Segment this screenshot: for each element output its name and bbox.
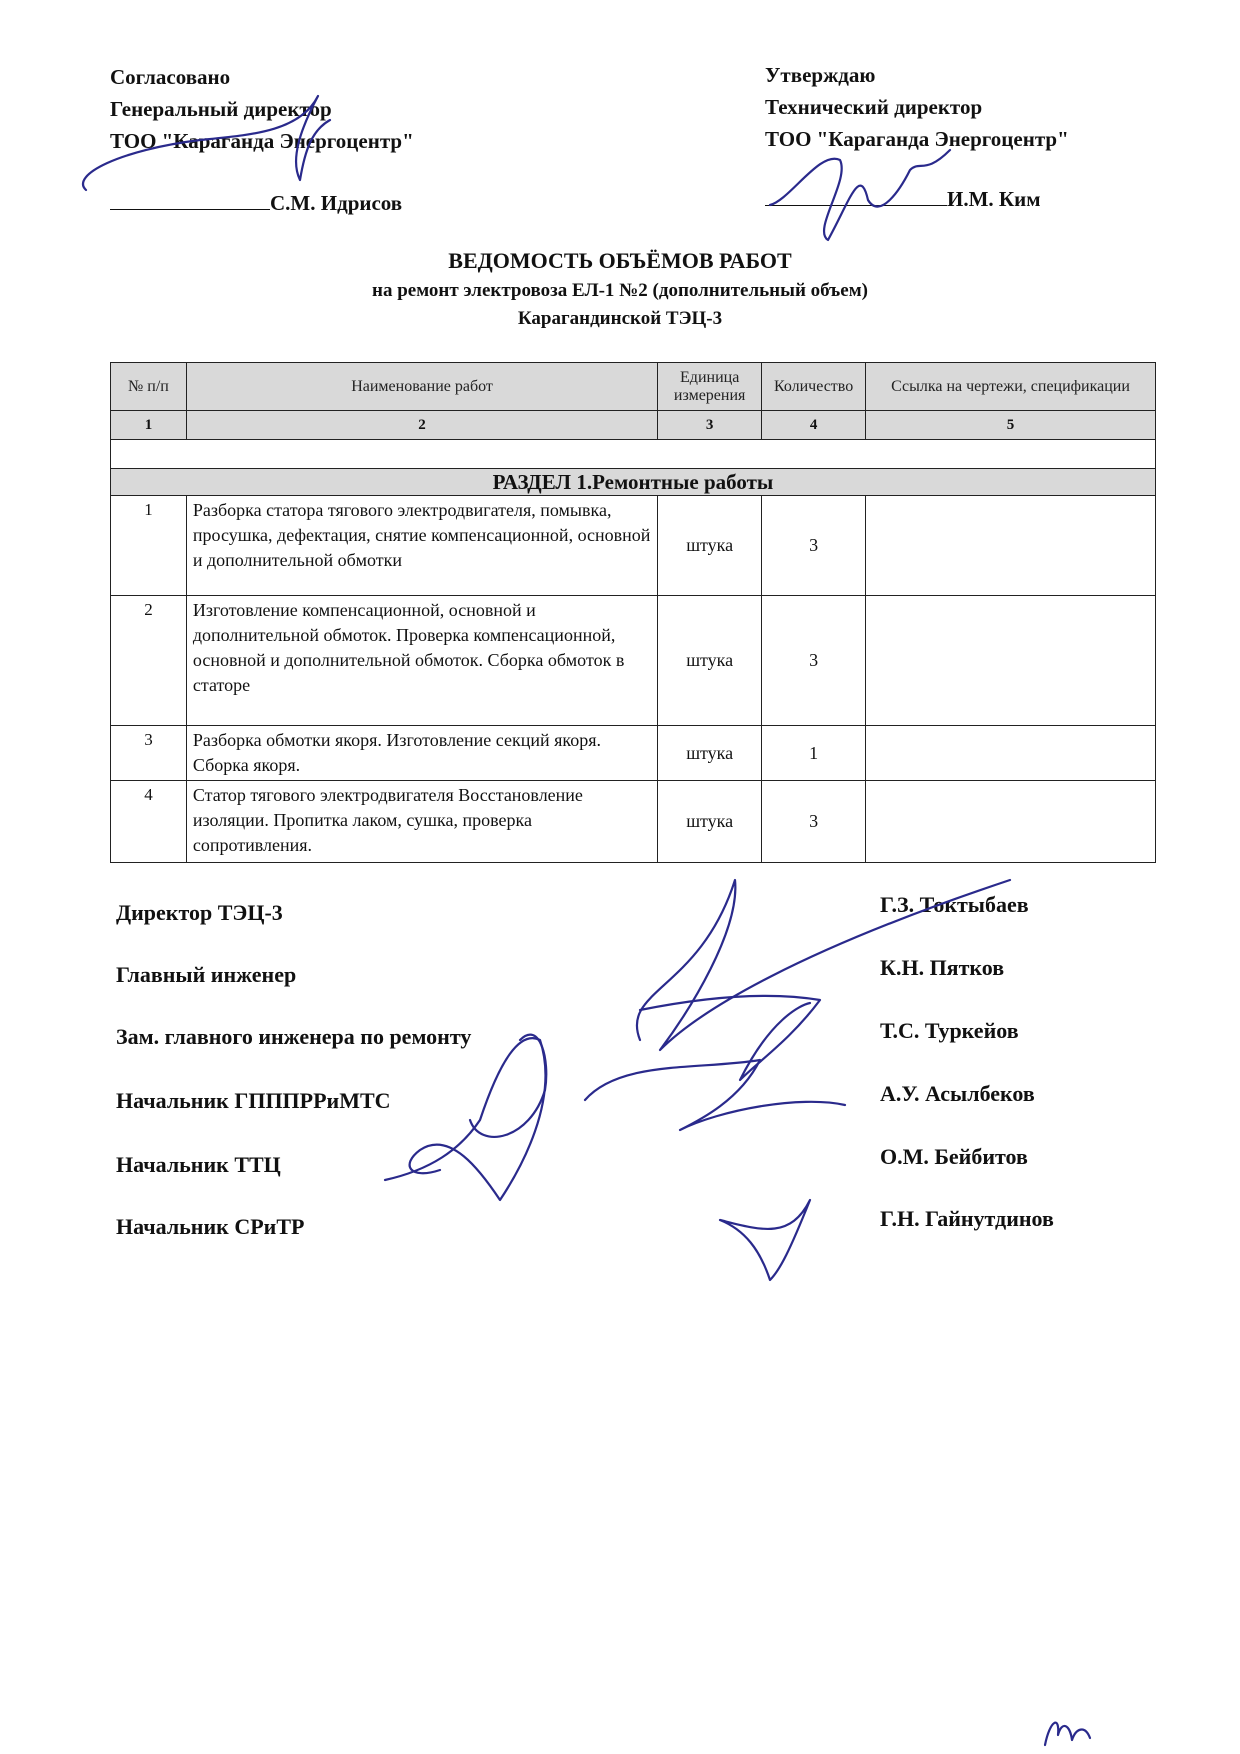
- column-number: 3: [658, 411, 762, 440]
- table-row: [111, 781, 1156, 863]
- column-number: 1: [111, 411, 187, 440]
- section-row: [111, 469, 1156, 496]
- approval-left-company: ТОО "Караганда Энергоцентр": [110, 129, 414, 153]
- approval-right-position: Технический директор: [765, 95, 983, 119]
- approval-right-label: Утверждаю: [765, 63, 876, 87]
- section-title: РАЗДЕЛ 1.Ремонтные работы: [111, 469, 1156, 496]
- table-row: [111, 726, 1156, 781]
- row-quantity: 3: [762, 781, 866, 863]
- signatory-name: А.У. Асылбеков: [880, 1081, 1035, 1106]
- row-reference: [866, 596, 1156, 726]
- row-work-name: Разборка статора тягового электродвигателя, помывка, просушка, дефектация, снятие компенсационной, основной и дополнительной обмотки: [186, 496, 657, 596]
- column-number: 4: [762, 411, 866, 440]
- row-work-name: Изготовление компенсационной, основной и дополнительной обмоток. Проверка компенсационной, основной и дополнительной обмоток. Сборка обмоток в статоре: [186, 596, 657, 726]
- spacer-row: [111, 440, 1156, 469]
- approval-left-position: Генеральный директор: [110, 97, 332, 121]
- table-row: [111, 596, 1156, 726]
- signatory-position: Начальник ТТЦ: [116, 1152, 281, 1177]
- row-unit: штука: [658, 781, 762, 863]
- signatory-position: Начальник СРиТР: [116, 1214, 305, 1239]
- column-number-row: [111, 411, 1156, 440]
- column-number: 5: [866, 411, 1156, 440]
- column-number: 2: [186, 411, 657, 440]
- approval-left-signature-line: [110, 188, 402, 218]
- row-quantity: 1: [762, 726, 866, 781]
- row-number: 2: [111, 596, 187, 726]
- row-work-name: Разборка обмотки якоря. Изготовление секций якоря. Сборка якоря.: [186, 726, 657, 781]
- row-unit: штука: [658, 726, 762, 781]
- signatory-name: К.Н. Пятков: [880, 955, 1005, 980]
- signature-pyatkov: [640, 996, 820, 1080]
- signature-asylbekov: [385, 1038, 545, 1200]
- row-number: 3: [111, 726, 187, 781]
- document-subtitle: на ремонт электровоза ЕЛ-1 №2 (дополнительный объем): [372, 280, 868, 301]
- header-ref: Ссылка на чертежи, спецификации: [866, 363, 1156, 411]
- approval-right-company: ТОО "Караганда Энергоцентр": [765, 127, 1069, 151]
- row-reference: [866, 781, 1156, 863]
- row-quantity: 3: [762, 496, 866, 596]
- signatory-position: Главный инженер: [116, 962, 297, 987]
- row-unit: штука: [658, 496, 762, 596]
- signature-initials: [1045, 1723, 1090, 1745]
- table-header-row: [111, 363, 1156, 411]
- signatory-position: Начальник ГПППРРиМТС: [116, 1088, 391, 1113]
- signature-baibitov: [470, 1035, 546, 1137]
- signatory-name: Г.З. Токтыбаев: [880, 892, 1029, 917]
- signatory-name: Г.Н. Гайнутдинов: [880, 1206, 1054, 1231]
- row-number: 4: [111, 781, 187, 863]
- signatory-position: Директор ТЭЦ-3: [116, 900, 283, 925]
- works-table: [110, 362, 1156, 863]
- approval-right-signer: И.М. Ким: [947, 187, 1041, 211]
- signatory-name: Т.С. Туркейов: [880, 1018, 1019, 1043]
- signature-turkeyov: [585, 1060, 845, 1130]
- approval-right-signature-line: [765, 184, 1041, 214]
- header-no: № п/п: [111, 363, 187, 411]
- header-unit: Единица измерения: [658, 363, 762, 411]
- header-name: Наименование работ: [186, 363, 657, 411]
- row-number: 1: [111, 496, 187, 596]
- signatory-name: О.М. Бейбитов: [880, 1144, 1028, 1169]
- table-row: [111, 496, 1156, 596]
- document-subtitle-plant: Карагандинской ТЭЦ-3: [517, 308, 723, 329]
- document-title: ВЕДОМОСТЬ ОБЪЁМОВ РАБОТ: [448, 248, 792, 273]
- header-qty: Количество: [762, 363, 866, 411]
- row-work-name: Статор тягового электродвигателя Восстановление изоляции. Пропитка лаком, сушка, проверка сопротивления.: [186, 781, 657, 863]
- approval-left-label: Согласовано: [110, 65, 231, 89]
- approval-left-signer: С.М. Идрисов: [270, 191, 403, 215]
- signatory-position: Зам. главного инженера по ремонту: [116, 1024, 472, 1049]
- row-unit: штука: [658, 596, 762, 726]
- row-reference: [866, 496, 1156, 596]
- signature-gaynutdinov: [720, 1200, 810, 1280]
- row-quantity: 3: [762, 596, 866, 726]
- row-reference: [866, 726, 1156, 781]
